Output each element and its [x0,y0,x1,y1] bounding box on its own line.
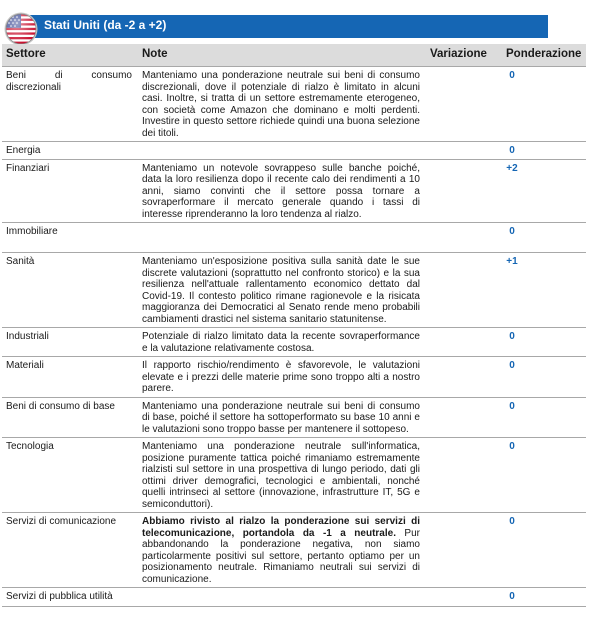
header-variazione: Variazione [430,48,487,60]
section-banner [4,12,548,40]
cell-ponderazione: +1 [506,256,518,267]
header-note: Note [142,48,168,60]
cell-note [142,67,420,141]
table-row [2,513,586,588]
table-row [2,223,586,253]
cell-settore: Beni di consumo discrezionali [6,70,132,93]
note-text: Manteniamo un notevole sovrappeso sulle banche poiché, data la loro resilienza dopo il recente calo dei rendimenti a 10 anni, siamo convinti che il settore possa tornare a sovraperformare il mercato generale quando i tassi di interesse riprenderanno la loro tendenza al rialzo. [142,162,420,220]
table-row [2,398,586,439]
cell-ponderazione: +2 [506,162,518,174]
header-settore: Settore [6,48,46,60]
table-header [2,44,586,66]
cell-settore: Immobiliare [6,226,58,237]
table-row [2,160,586,224]
cell-settore: Sanità [6,256,35,267]
cell-note [142,438,420,512]
cell-ponderazione: 0 [509,145,515,156]
note-text: Pur abbandonando la ponderazione negativa, non siamo particolarmente positivi sul settore, pertanto optiamo per un posizionamento neutrale. Rimaniamo neutrali sui servizi di comunicazione. [142,527,420,585]
table-row [2,438,586,513]
cell-note [142,398,420,438]
table-row [2,588,586,607]
note-text: Potenziale di rialzo limitato data la recente sovraperformance e la valutazione relativamente costosa. [142,331,420,354]
cell-ponderazione: 0 [509,331,515,342]
cell-settore: Tecnologia [6,441,54,452]
cell-note [142,223,420,240]
cell-settore: Servizi di comunicazione [6,516,117,527]
cell-settore: Beni di consumo di base [6,400,115,412]
cell-note [142,328,420,356]
table-row [2,142,586,160]
cell-note [142,160,420,223]
cell-note [142,253,420,327]
cell-settore: Industriali [6,331,49,342]
cell-ponderazione: 0 [509,226,515,237]
table-row [2,328,586,357]
cell-settore: Servizi di pubblica utilità [6,591,113,602]
note-text: Manteniamo una ponderazione neutrale sui beni di consumo di base, poiché il settore ha sottoperformato su base 10 anni e le valutazioni sono troppo basse per mantenere il sottopeso. [142,400,420,435]
table-row [2,66,586,142]
cell-ponderazione: 0 [509,360,515,371]
table-row [2,253,586,328]
cell-ponderazione: 0 [509,70,515,81]
note-text: Il rapporto rischio/rendimento è sfavorevole, le valutazioni elevate e i prezzi delle materie prime sono troppo alti a nostro parere. [142,360,420,394]
cell-note [142,357,420,397]
cell-settore: Finanziari [6,162,50,174]
cell-note [142,513,420,587]
cell-settore: Energia [6,145,41,156]
note-text: Manteniamo una ponderazione neutrale sull'informatica, posizione puramente tattica poiché rimaniamo estremamente rialzisti sul settore in una prospettiva di lungo periodo, dati gli ottimi driver demografici, tecnologici e ambientali, nonché quelli intrinseci al settore (innovazione, infrastrutture IT, 5G e semiconduttori). [142,441,420,510]
cell-note [142,142,420,159]
note-bold-text: Abbiamo rivisto al rialzo la ponderazione sui servizi di telecomunicazione, portandola da -1 a neutrale. [142,516,420,539]
cell-settore: Materiali [6,360,44,371]
table-row [2,357,586,398]
cell-ponderazione: 0 [509,441,515,452]
cell-ponderazione: 0 [509,516,515,527]
cell-ponderazione: 0 [509,400,515,412]
banner-title: Stati Uniti (da -2 a +2) [44,18,167,32]
note-text: Manteniamo una ponderazione neutrale sui beni di consumo discrezionali, dove il potenziale di rialzo è limitato in alcuni casi. Inoltre, si tratta di un settore estremamente eterogeneo, con società come Amazon che dominano e molti perdenti. Investire in questo settore richiede quindi una buona selezione dei titoli. [142,70,420,139]
us-flag-icon [4,12,38,46]
cell-ponderazione: 0 [509,591,515,602]
note-text: Manteniamo un'esposizione positiva sulla sanità date le sue discrete valutazioni (soprattutto nel confronto storico) e la sua resilienza nell'attuale rallentamento economico dettato dal Covid-19. Il contesto politico rimane ragionevole e la risicata maggioranza dei Democratici al Senato rende meno probabili cambiamenti drastici nel sistema sanitario statunitense. [142,256,420,325]
sector-table [2,66,586,607]
cell-note [142,588,420,605]
header-ponderazione: Ponderazione [506,48,582,60]
